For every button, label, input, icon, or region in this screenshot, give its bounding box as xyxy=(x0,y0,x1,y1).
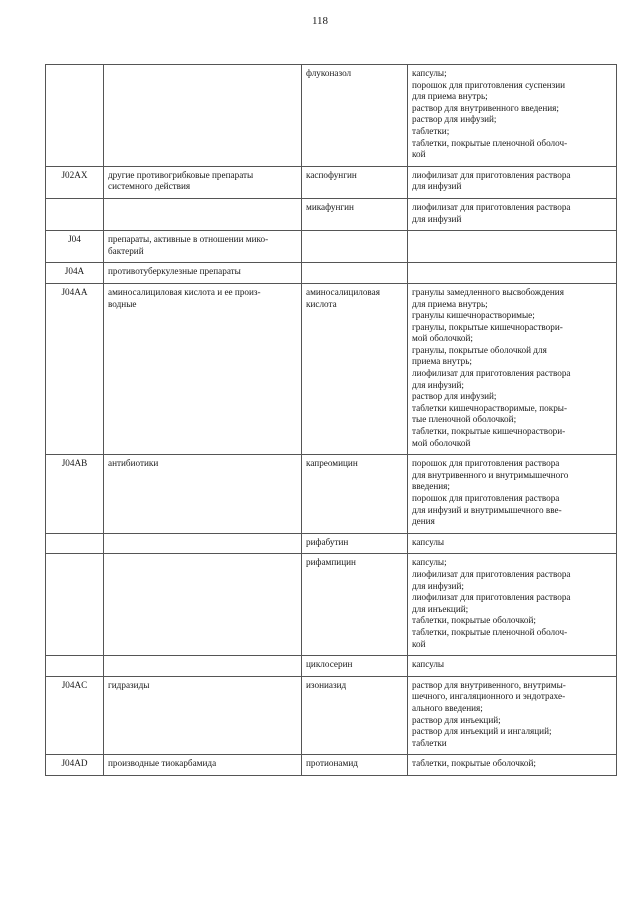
drug-name: протионамид xyxy=(302,755,408,776)
drug-name: капреомицин xyxy=(302,455,408,534)
atc-code xyxy=(46,198,104,230)
dosage-forms: таблетки, покрытые оболочкой; xyxy=(408,755,617,776)
table-row xyxy=(46,263,617,284)
pharmacological-group: противотуберкулезные препараты xyxy=(104,263,302,284)
atc-code xyxy=(46,65,104,167)
drug-name xyxy=(302,263,408,284)
pharmacological-group: препараты, активные в отношении мико- бактерий xyxy=(104,231,302,263)
table-row xyxy=(46,676,617,755)
drug-name: рифампицин xyxy=(302,554,408,656)
table-row xyxy=(46,65,617,167)
drug-name: флуконазол xyxy=(302,65,408,167)
dosage-forms xyxy=(408,231,617,263)
table-row xyxy=(46,755,617,776)
atc-code: J04AC xyxy=(46,676,104,755)
table-body xyxy=(46,65,617,776)
table-row xyxy=(46,533,617,554)
atc-code: J04AD xyxy=(46,755,104,776)
pharmacological-group xyxy=(104,198,302,230)
atc-code xyxy=(46,554,104,656)
pharmacological-group: аминосалициловая кислота и ее произ- водные xyxy=(104,283,302,454)
atc-code: J02AX xyxy=(46,166,104,198)
atc-code: J04AB xyxy=(46,455,104,534)
drug-name xyxy=(302,231,408,263)
dosage-forms xyxy=(408,263,617,284)
dosage-forms: лиофилизат для приготовления раствора для инфузий xyxy=(408,198,617,230)
dosage-forms: гранулы замедленного высвобождения для приема внутрь; гранулы кишечнорастворимые; гранулы, покрытые кишечнораствори- мой оболочкой; гранулы, покрытые оболочкой для приема внутрь; лиофилизат для приготовления раствора для инфузий; раствор для инфузий; таблетки кишечнорастворимые, покры- тые пленочной оболочкой; таблетки, покрытые кишечнораствори- мой оболочкой xyxy=(408,283,617,454)
dosage-forms: капсулы; порошок для приготовления суспензии для приема внутрь; раствор для внутривенного введения; раствор для инфузий; таблетки; таблетки, покрытые пленочной оболоч- кой xyxy=(408,65,617,167)
drug-name: микафунгин xyxy=(302,198,408,230)
pharmacological-group xyxy=(104,554,302,656)
table-row xyxy=(46,455,617,534)
table-row xyxy=(46,656,617,677)
page-number: 118 xyxy=(311,15,329,27)
table-row xyxy=(46,554,617,656)
table-row xyxy=(46,166,617,198)
pharmacological-group xyxy=(104,533,302,554)
atc-code: J04AA xyxy=(46,283,104,454)
drug-name: циклосерин xyxy=(302,656,408,677)
drug-name: каспофунгин xyxy=(302,166,408,198)
table-row xyxy=(46,231,617,263)
atc-code: J04A xyxy=(46,263,104,284)
pharmacological-group: гидразиды xyxy=(104,676,302,755)
pharmacological-group: производные тиокарбамида xyxy=(104,755,302,776)
dosage-forms: раствор для внутривенного, внутримы- шечного, ингаляционного и эндотрахе- ального введения; раствор для инъекций; раствор для инъекций и ингаляций; таблетки xyxy=(408,676,617,755)
dosage-forms: лиофилизат для приготовления раствора для инфузий xyxy=(408,166,617,198)
pharmacological-group: другие противогрибковые препараты системного действия xyxy=(104,166,302,198)
atc-code xyxy=(46,533,104,554)
drug-name: аминосалициловая кислота xyxy=(302,283,408,454)
dosage-forms: капсулы xyxy=(408,533,617,554)
table-row xyxy=(46,198,617,230)
atc-code xyxy=(46,656,104,677)
atc-code: J04 xyxy=(46,231,104,263)
dosage-forms: капсулы; лиофилизат для приготовления раствора для инфузий; лиофилизат для приготовления раствора для инъекций; таблетки, покрытые оболочкой; таблетки, покрытые пленочной оболоч- кой xyxy=(408,554,617,656)
drug-name: изониазид xyxy=(302,676,408,755)
drug-table xyxy=(45,64,617,776)
drug-name: рифабутин xyxy=(302,533,408,554)
pharmacological-group xyxy=(104,656,302,677)
pharmacological-group: антибиотики xyxy=(104,455,302,534)
dosage-forms: порошок для приготовления раствора для внутривенного и внутримышечного введения; порошок для приготовления раствора для инфузий и внутримышечного вве- дения xyxy=(408,455,617,534)
pharmacological-group xyxy=(104,65,302,167)
table-row xyxy=(46,283,617,454)
dosage-forms: капсулы xyxy=(408,656,617,677)
